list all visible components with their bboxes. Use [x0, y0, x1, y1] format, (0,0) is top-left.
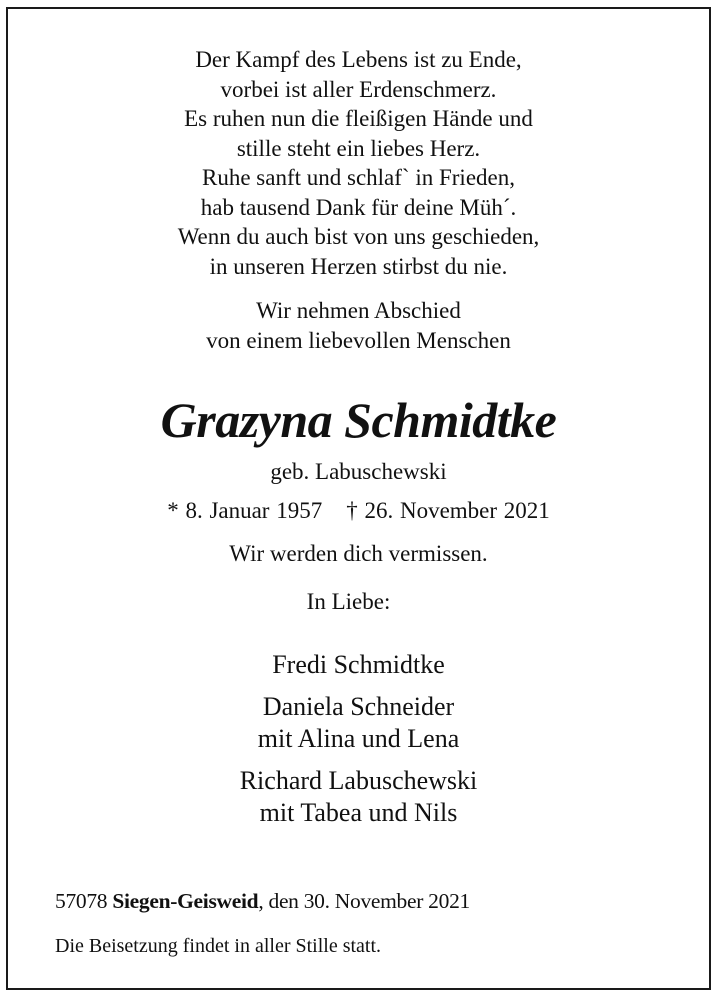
poem-line: hab tausend Dank für deine Müh´. [200, 194, 517, 220]
mourner-entry [8, 649, 709, 681]
poem-line: Der Kampf des Lebens ist zu Ende, [195, 47, 522, 72]
obituary-card [6, 7, 711, 990]
poem-line: in unseren Herzen stirbst du nie. [209, 253, 508, 279]
mourner-name: Fredi Schmidtke [272, 650, 445, 679]
birth-date: * 8. Januar 1957 [167, 498, 323, 523]
poem-line: Wenn du auch bist von uns geschieden, [177, 224, 540, 249]
city: Siegen-Geisweid [112, 889, 259, 913]
farewell-text [8, 296, 709, 356]
mourner-name: Richard Labuschewski [239, 766, 478, 795]
death-date: † 26. November 2021 [346, 498, 550, 523]
maiden-name: geb. Labuschewski [270, 459, 447, 484]
mourners-list [8, 649, 709, 839]
miss-line: Wir werden dich vermissen. [229, 541, 488, 566]
burial-note: Die Beisetzung findet in aller Stille statt. [55, 935, 382, 957]
deceased-name: Grazyna Schmidtke [160, 392, 557, 448]
life-dates [8, 496, 709, 526]
mourner-name: Daniela Schneider [262, 692, 455, 721]
love-line: In Liebe: [306, 589, 391, 614]
postcode: 57078 [55, 889, 108, 913]
poem [8, 45, 709, 281]
farewell-line: von einem liebevollen Menschen [206, 328, 511, 353]
place-date-line [55, 889, 470, 914]
poem-line: Es ruhen nun die fleißigen Hände und [184, 106, 533, 131]
poem-line: stille steht ein liebes Herz. [236, 135, 481, 161]
date-text: , den 30. November 2021 [258, 889, 470, 913]
farewell-line: Wir nehmen Abschied [256, 298, 461, 323]
mourner-family: mit Alina und Lena [257, 724, 460, 753]
mourner-entry [8, 765, 709, 829]
poem-line: Ruhe sanft und schlaf` in Frieden, [202, 165, 515, 190]
poem-line: vorbei ist aller Erdenschmerz. [220, 76, 497, 102]
mourner-family: mit Tabea und Nils [259, 798, 458, 827]
mourner-entry [8, 691, 709, 755]
